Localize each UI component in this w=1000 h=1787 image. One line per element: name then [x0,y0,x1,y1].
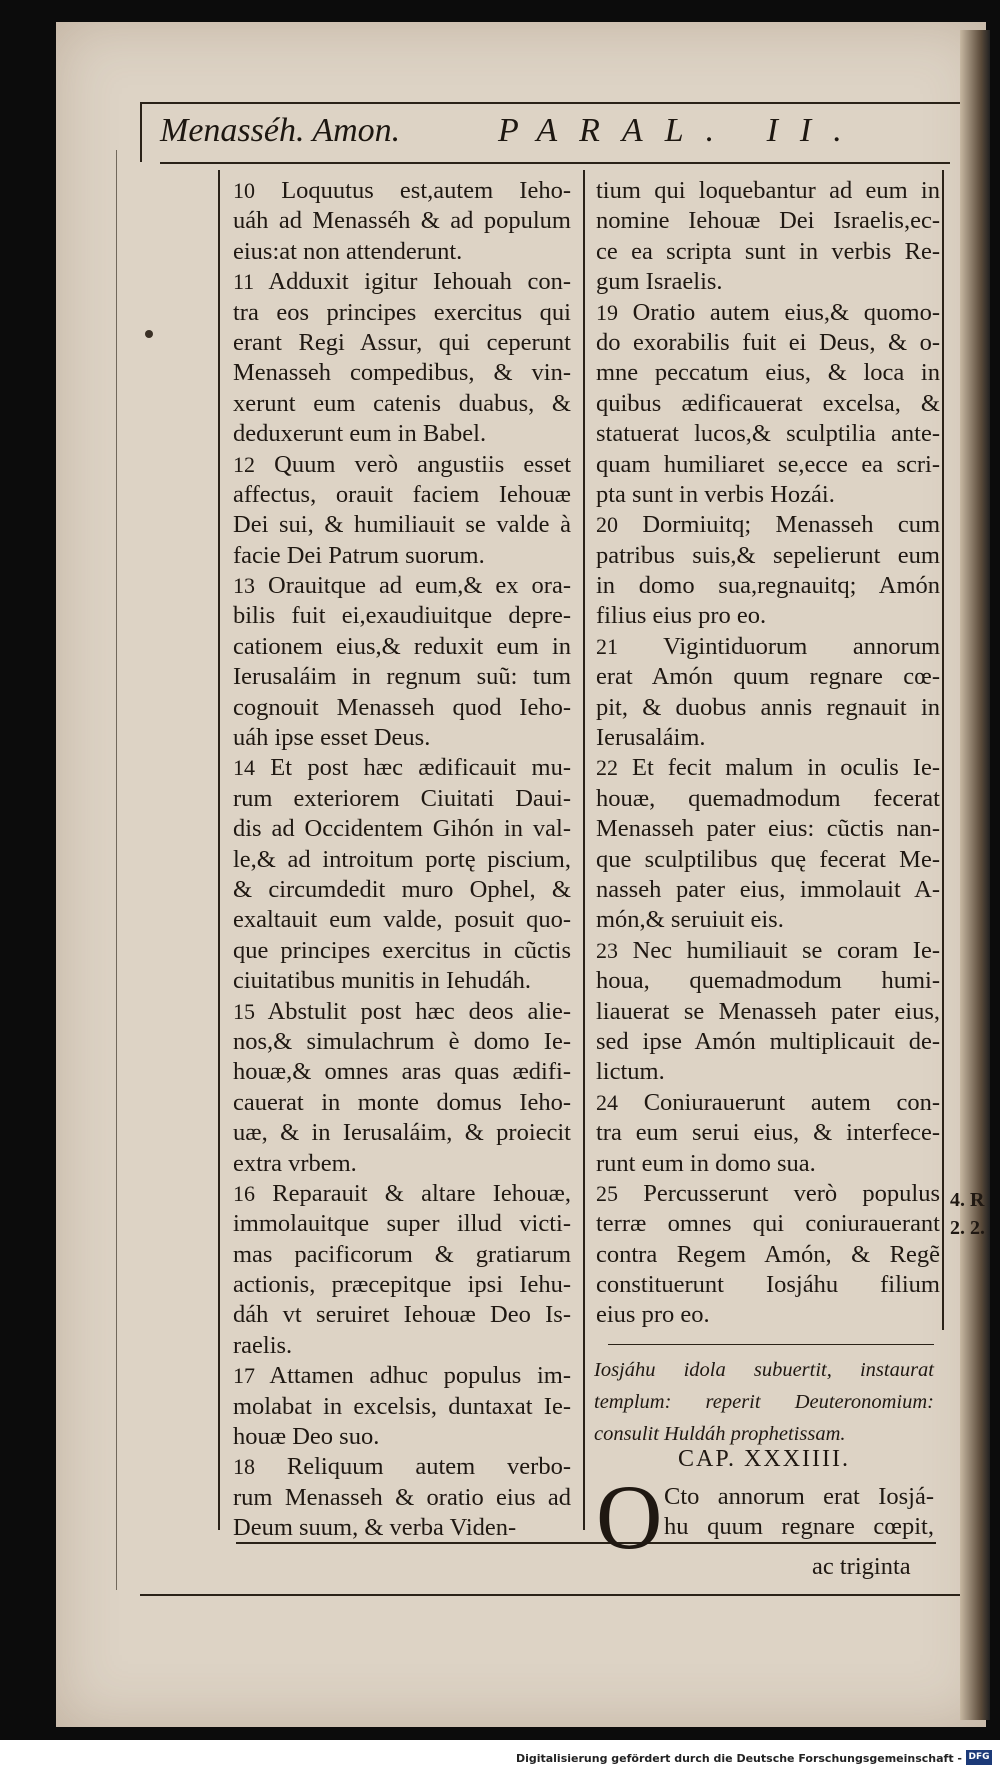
bottom-rule [140,1594,960,1596]
text-line [596,1240,940,1270]
line-text: houa, quemadmodum humi- [596,967,940,995]
line-text: gum Israelis. [596,268,723,296]
line-text: cauerat in monte domus Ieho- [233,1088,571,1116]
text-line [233,1240,571,1270]
text-line [233,814,571,844]
dfg-logo: DFG [966,1750,992,1765]
margin-reference-line: 4. R [950,1189,985,1211]
verse-number: 16 [233,1180,255,1206]
text-column-left [233,176,571,1544]
running-head-left: Menasséh. Amon. [160,112,401,149]
text-line [233,1027,571,1057]
line-text: Adduxit igitur Iehouah con- [268,268,571,296]
margin-rule [116,150,117,1590]
text-line [596,1300,940,1330]
text-line [233,905,571,935]
line-text: statuerat lucos,& sculptilia ante- [596,420,940,448]
line-text: pta sunt in verbis Hozái. [596,480,835,508]
head-underline [160,162,950,164]
margin-reference [950,1186,990,1242]
line-text: cognouit Menasseh quod Ieho- [233,693,571,721]
text-line [233,237,571,267]
line-text: Deum suum, & verba Viden- [233,1514,517,1542]
line-text: Orauitque ad eum,& ex ora- [268,572,571,600]
line-text: Menasseh pater eius: cũctis nan- [596,815,940,843]
text-line [233,358,571,388]
text-line [233,997,571,1027]
line-text: filius eius pro eo. [596,602,767,630]
text-line [233,1331,571,1361]
text-line [596,601,940,631]
line-text: in domo sua,regnauitq; Amón [596,572,940,600]
text-line [596,1027,940,1057]
verse-number: 25 [596,1180,618,1206]
line-text: Reparauit & altare Iehouæ, [272,1179,571,1207]
line-text: tra eum serui eius, & interfece- [596,1119,940,1147]
text-line [233,1088,571,1118]
digitization-footer [0,1740,1000,1787]
text-line [596,693,940,723]
text-line [233,723,571,753]
text-line [233,662,571,692]
line-text: que principes exercitus in cũctis [233,936,571,964]
text-line [596,966,940,996]
summary-rule-top [608,1344,934,1345]
text-line [596,845,940,875]
text-line [596,753,940,783]
text-line [233,206,571,236]
text-line [233,1209,571,1239]
line-text: lictum. [596,1058,665,1086]
line-text: Dormiuitq; Menasseh cum [642,511,941,539]
line-text: xerunt eum catenis duabus, & [233,389,571,417]
text-line [233,1392,571,1422]
line-text: mas pacificorum & gratiarum [233,1240,571,1268]
text-line [233,1300,571,1330]
text-line [233,571,571,601]
line-text: dis ad Occidentem Gihón in val- [233,815,571,843]
verse-number: 23 [596,937,618,963]
chapter-summary [594,1354,934,1450]
running-head [160,112,920,162]
text-line [233,1057,571,1087]
line-text: Loquutus est,autem Ieho- [281,177,572,204]
chapter-line: Cto annorum erat Iosjá- [664,1483,934,1510]
chapter-heading: CAP. XXXIIII. [678,1446,850,1472]
text-line [596,1057,940,1087]
text-line [596,237,940,267]
text-line [233,693,571,723]
line-text: Oratio autem eius,& quomo- [632,298,940,326]
text-line [596,936,940,966]
line-text: nasseh pater eius, immolauit A- [596,875,940,903]
text-line [596,1209,940,1239]
text-line [233,1483,571,1513]
text-line [233,1513,571,1543]
chapter-line: hu quum regnare cœpit, [664,1513,934,1541]
line-text: cationem eius,& reduxit eum in [233,632,571,660]
line-text: exaltauit eum valde, posuit quo- [233,906,571,934]
text-line [233,875,571,905]
chapter-opening-text [664,1482,934,1543]
text-line [596,450,940,480]
line-text: nos,& simulachrum è domo Ie- [233,1027,571,1055]
text-line [596,541,940,571]
line-text: quam humiliaret se,ecce ea scri- [596,450,940,478]
text-line [233,784,571,814]
text-line [596,419,940,449]
line-text: contra Regem Amón, & Regẽ [596,1240,940,1268]
text-line [596,1270,940,1300]
summary-line: consulit Huldáh prophetissam. [594,1423,846,1445]
text-line [233,267,571,297]
page-edge [960,30,990,1720]
text-line [596,358,940,388]
line-text: Abstulit post hæc deos alie- [267,997,571,1025]
text-line [596,905,940,935]
line-text: Ierusaláim in regnum suũ: tum [233,663,571,691]
line-text: houæ, quemadmodum fecerat [596,784,940,812]
line-text: Et fecit malum in oculis Ie- [631,754,941,782]
text-line [596,1179,940,1209]
verse-number: 13 [233,573,255,599]
summary-line: Iosjáhu idola subuertit, instaurat [594,1359,934,1381]
verse-number: 21 [596,633,618,659]
line-text: Quum verò angustiis esset [274,450,571,478]
verse-number: 24 [596,1089,618,1115]
text-column-right [596,176,940,1331]
line-text: pit, & duobus annis regnauit in [596,693,940,721]
text-line [596,662,940,692]
line-text: constituerunt Iosjáhu filium [596,1271,940,1299]
text-line [233,541,571,571]
text-line [596,206,940,236]
line-text: tra eos principes exercitus qui [233,298,571,326]
line-text: que sculptilibus quę fecerat Me- [596,845,940,873]
line-text: terræ omnes qui coniurauerant [596,1210,940,1238]
summary-line: templum: reperit Deuteronomium: [594,1391,934,1413]
line-text: eius pro eo. [596,1301,710,1329]
line-text: uáh ad Menasséh & ad populum [233,207,571,235]
line-text: nomine Iehouæ Dei Israelis,ec- [596,207,940,235]
text-line [596,267,940,297]
line-text: erat Amón quum regnare cœ- [596,663,940,691]
text-line [233,1118,571,1148]
line-text: affectus, orauit faciem Iehouæ [233,480,571,508]
line-text: rum exteriorem Ciuitati Daui- [233,784,571,812]
line-text: erant Regi Assur, qui ceperunt [233,328,571,356]
text-line [233,966,571,996]
line-text: & circumdedit muro Ophel, & [233,875,571,903]
text-line [596,328,940,358]
text-line [233,936,571,966]
text-line [596,510,940,540]
line-text: ce ea scripta sunt in verbis Re- [596,237,940,265]
line-text: Et post hæc ædificauit mu- [270,754,571,782]
text-line [596,632,940,662]
line-text: uáh ipse esset Deus. [233,724,431,752]
line-text: Dei sui, & humiliauit se valde à [233,511,571,539]
verse-number: 20 [596,512,618,538]
text-line [233,389,571,419]
text-line [596,176,940,206]
verse-number: 14 [233,755,255,781]
text-line [233,1452,571,1482]
text-line [596,784,940,814]
line-text: eius:at non attenderunt. [233,237,463,265]
text-line [233,298,571,328]
column-rule-center [583,170,585,1530]
text-line [596,389,940,419]
line-text: immolauitque super illud victi- [233,1210,571,1238]
text-line [233,450,571,480]
line-text: Percusserunt verò populus [643,1179,940,1207]
text-line [596,997,940,1027]
text-line [596,298,940,328]
drop-capital: O [596,1466,663,1568]
line-text: deduxerunt eum in Babel. [233,420,487,448]
head-rule [140,102,960,104]
running-head-right: PARAL. II. [498,112,864,149]
text-line [596,480,940,510]
line-text: facie Dei Patrum suorum. [233,541,485,569]
line-text: Menasseh compedibus, & vin- [233,359,571,387]
line-text: houæ,& omnes aras quas ædifi- [233,1058,571,1086]
verse-number: 10 [233,178,255,203]
line-text: dáh vt seruiret Iehouæ Deo Is- [233,1301,571,1329]
line-text: tium qui loquebantur ad eum in [596,177,940,204]
text-line [596,723,940,753]
line-text: runt eum in domo sua. [596,1149,816,1177]
text-line [596,814,940,844]
text-line [233,1270,571,1300]
column-rule-left [218,170,220,1530]
text-line [233,1422,571,1452]
text-line [596,1088,940,1118]
line-text: Attamen adhuc populus im- [269,1362,571,1390]
text-line [233,1179,571,1209]
verse-number: 11 [233,269,255,295]
line-text: mne peccatum eius, & loca in [596,359,940,387]
verse-number: 12 [233,451,255,477]
line-text: Coniurauerunt autem con- [643,1088,941,1116]
text-line [233,419,571,449]
verse-number: 18 [233,1454,255,1480]
text-line [233,753,571,783]
verse-number: 17 [233,1363,255,1389]
line-text: actionis, præcepitque ipsi Iehu- [233,1271,571,1299]
line-text: rum Menasseh & oratio eius ad [233,1483,571,1511]
verse-number: 15 [233,998,255,1024]
line-text: ciuitatibus munitis in Iehudáh. [233,967,532,995]
line-text: molabat in excelsis, duntaxat Ie- [233,1392,571,1420]
text-line [596,1118,940,1148]
text-line [596,1149,940,1179]
line-text: raelis. [233,1331,293,1359]
line-text: Ierusaláim. [596,724,706,752]
line-text: do exorabilis fuit ei Deus, & o- [596,328,940,356]
text-line [233,1361,571,1391]
line-text: quibus ædificauerat excelsa, & [596,389,940,417]
margin-reference-line: 2. 2. [950,1217,985,1239]
text-line [233,176,571,206]
text-line [596,571,940,601]
line-text: Reliquum autem verbo- [286,1453,571,1481]
line-text: patribus suis,& sepelierunt eum [596,541,940,569]
line-text: extra vrbem. [233,1149,357,1177]
head-bracket-rule [140,102,142,162]
text-line [233,480,571,510]
text-line [596,875,940,905]
line-text: sed ipse Amón multiplicauit de- [596,1027,940,1055]
text-line [233,510,571,540]
verse-number: 22 [596,755,618,781]
column-rule-right [942,170,944,1330]
line-text: Nec humiliauit se coram Ie- [632,936,940,964]
line-text: Vigintiduorum annorum [663,632,940,660]
text-line [233,845,571,875]
text-line [233,1149,571,1179]
line-text: bilis fuit ei,exaudiuitque depre- [233,602,571,630]
text-line [233,632,571,662]
verse-number: 19 [596,299,618,325]
text-line [233,601,571,631]
text-line [233,328,571,358]
line-text: uæ, & in Ierusaláim, & proiecit [233,1119,571,1147]
line-text: liauerat se Menasseh pater eius, [596,997,940,1025]
line-text: le,& ad introitum portę piscium, [233,845,571,873]
line-text: món,& seruiuit eis. [596,906,784,934]
catchword: ac triginta [812,1553,911,1580]
line-text: houæ Deo suo. [233,1423,380,1451]
footer-text: Digitalisierung gefördert durch die Deutsche Forschungsgemeinschaft - [515,1752,962,1765]
ink-dot [145,330,153,338]
